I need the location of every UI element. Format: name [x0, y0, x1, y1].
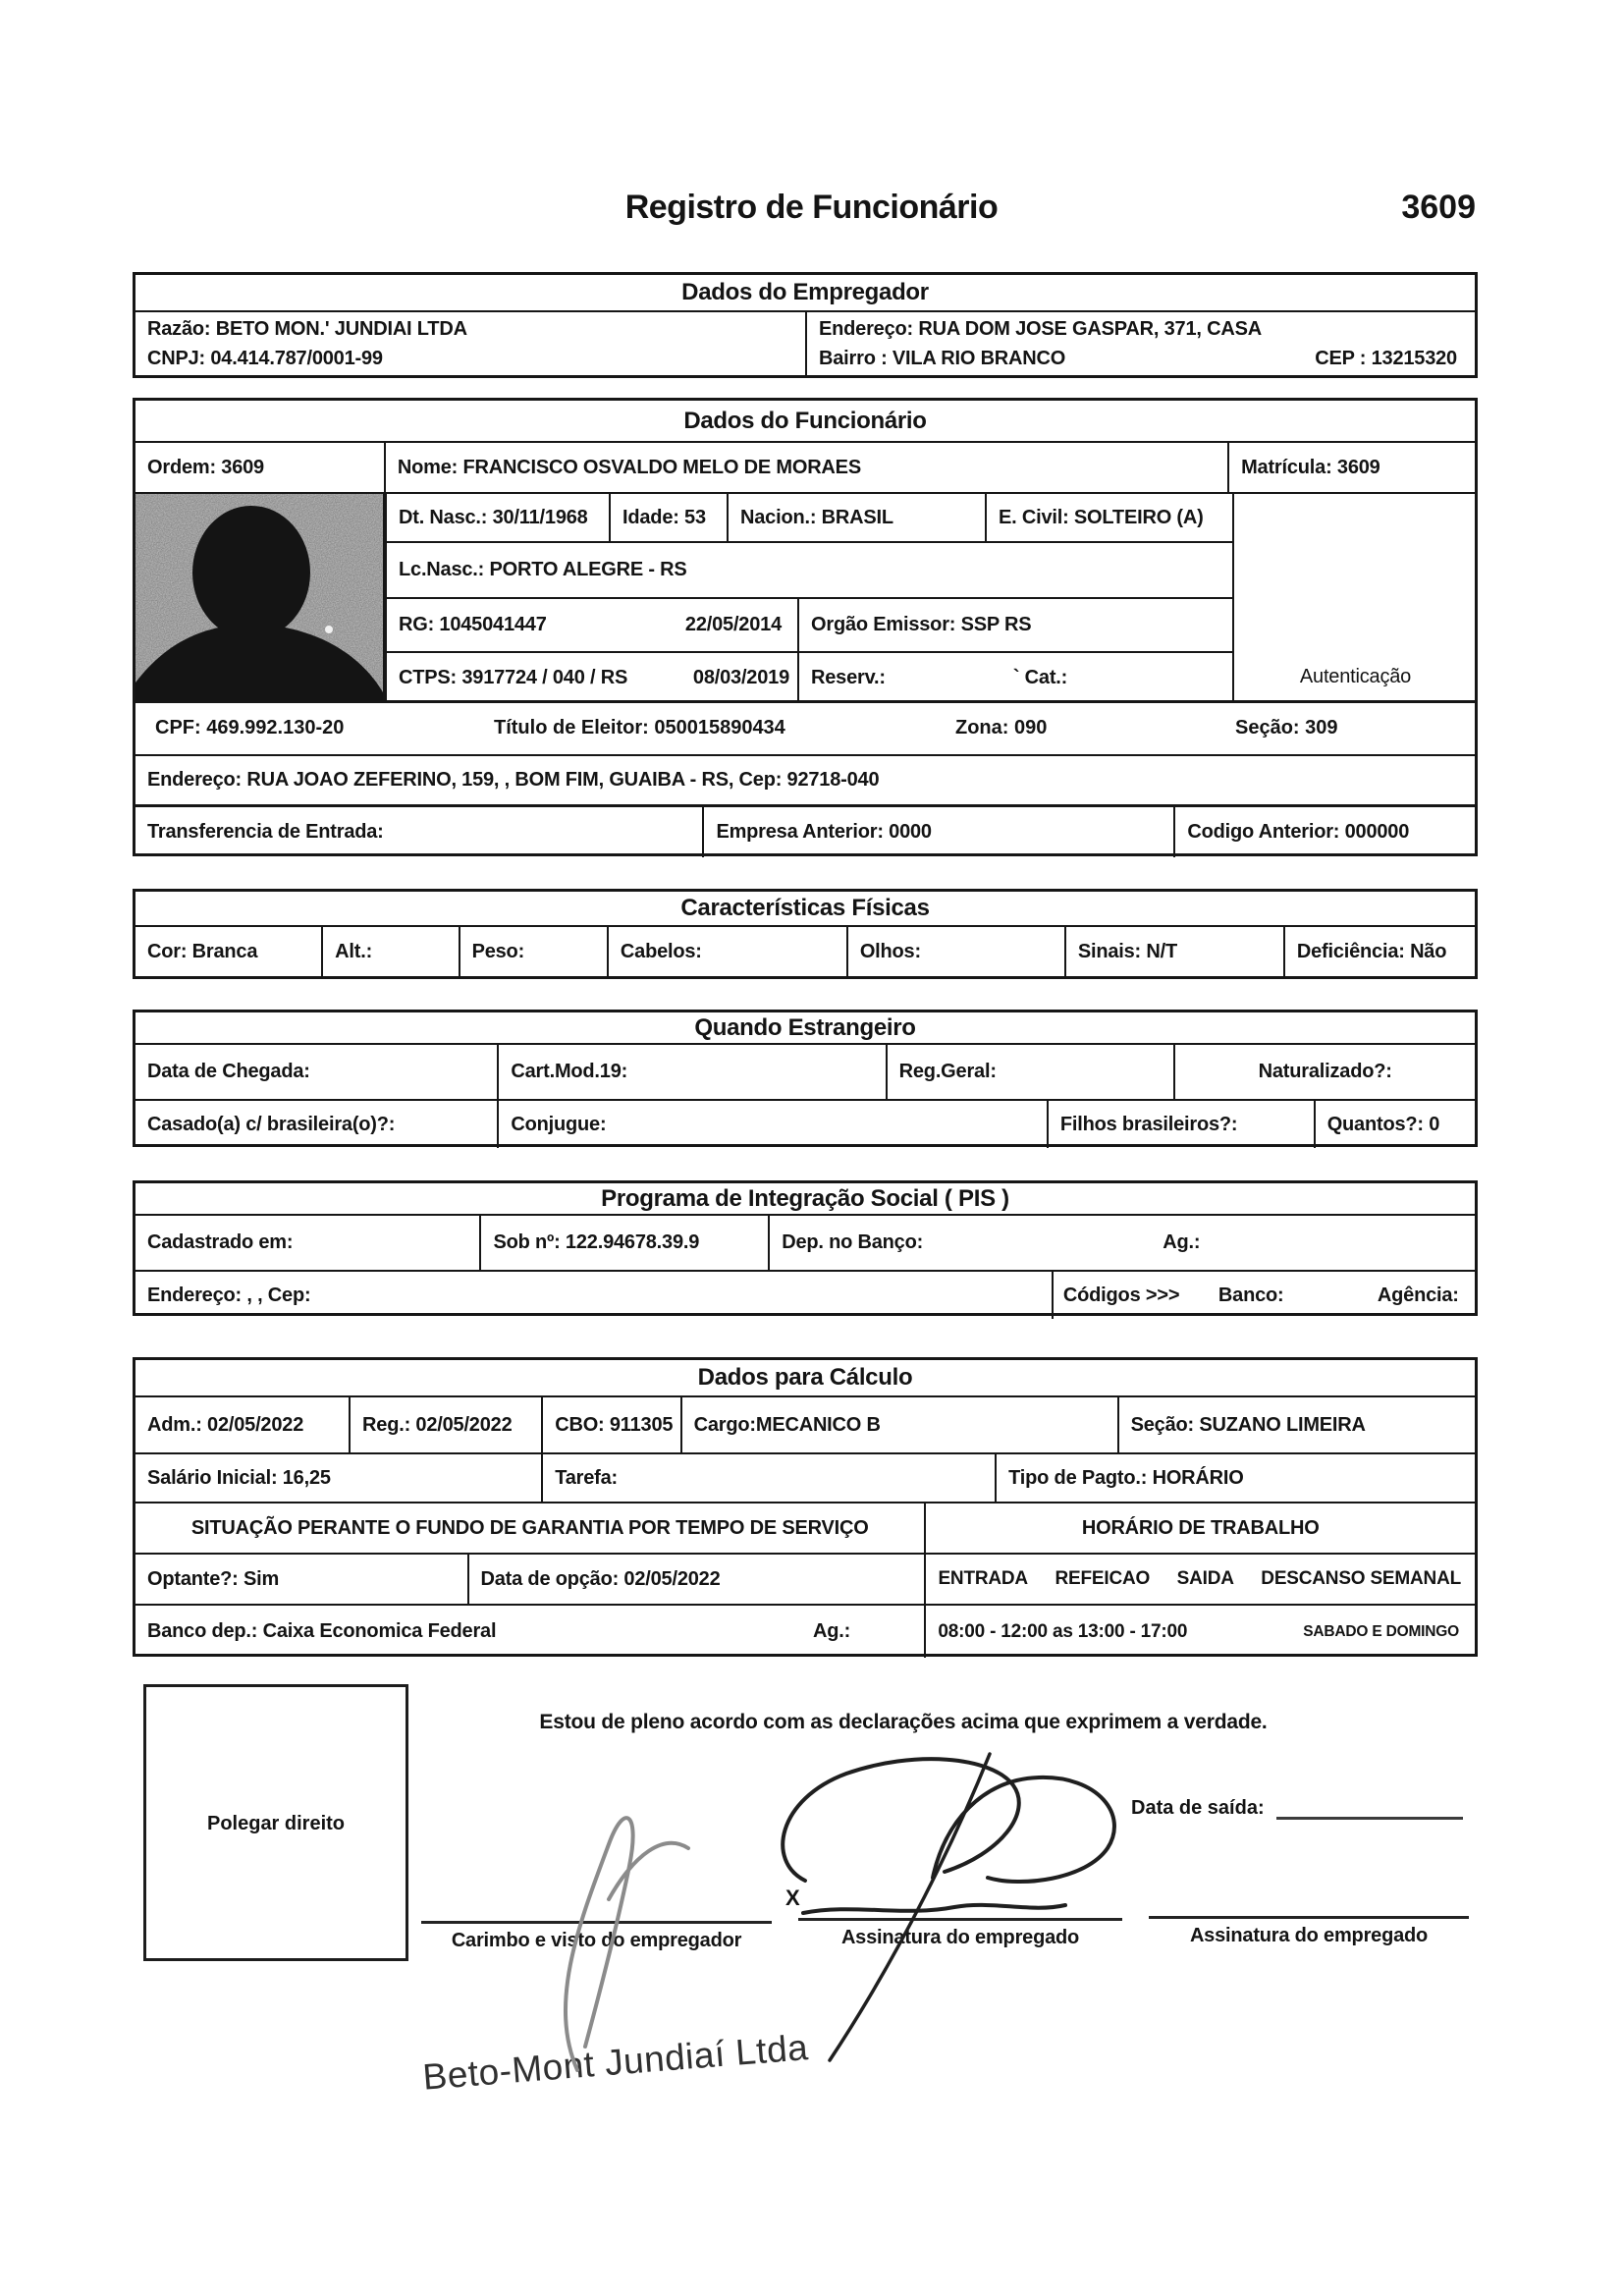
rg-date: 22/05/2014	[684, 614, 782, 635]
field-reg-geral: Reg.Geral:	[886, 1045, 1174, 1099]
banco-label: Banco:	[1217, 1284, 1284, 1306]
ctps-number: CTPS: 3917724 / 040 / RS	[399, 666, 628, 688]
reserv-label: Reserv.:	[811, 666, 886, 688]
field-cadastrado-em: Cadastrado em:	[147, 1231, 294, 1253]
section-calculo-title: Dados para Cálculo	[135, 1360, 1475, 1397]
field-endereco-funcionario: Endereço: RUA JOAO ZEFERINO, 159, , BOM FIM, GUAIBA - RS, Cep: 92718-040	[147, 769, 880, 791]
signature-x-mark: X	[785, 1886, 800, 1910]
field-transferencia: Transferencia de Entrada:	[147, 821, 384, 843]
field-cbo: CBO: 911305	[541, 1397, 679, 1452]
field-matricula: Matrícula: 3609	[1227, 443, 1475, 492]
header-saida: SAIDA	[1176, 1568, 1234, 1589]
field-secao-trabalho: Seção: SUZANO LIMEIRA	[1117, 1397, 1475, 1452]
employer-visto-signature	[566, 1818, 688, 2070]
field-nome: Nome: FRANCISCO OSVALDO MELO DE MORAES	[384, 443, 1227, 492]
field-deficiencia: Deficiência: Não	[1283, 927, 1475, 976]
header-entrada: ENTRADA	[938, 1568, 1028, 1589]
field-olhos: Olhos:	[846, 927, 1064, 976]
employee-signature-label-2: Assinatura do empregado	[1189, 1925, 1429, 1946]
field-secao-eleitoral: Seção: 309	[1235, 717, 1338, 738]
field-peso: Peso:	[459, 927, 607, 976]
cat-label: ` Cat.:	[1012, 666, 1068, 688]
field-codigo-anterior: Codigo Anterior: 000000	[1173, 807, 1475, 857]
field-filhos-brasileiros: Filhos brasileiros?:	[1047, 1101, 1314, 1148]
field-endereco-empregador: Endereço: RUA DOM JOSE GASPAR, 371, CASA	[819, 318, 1262, 341]
rg-number: RG: 1045041447	[399, 614, 547, 635]
field-naturalizado: Naturalizado?:	[1173, 1045, 1475, 1099]
field-titulo-eleitor: Título de Eleitor: 050015890434	[494, 717, 785, 738]
field-cnpj: CNPJ: 04.414.787/0001-99	[147, 347, 383, 369]
field-autenticacao: Autenticação	[1232, 494, 1477, 702]
field-data-opcao: Data de opção: 02/05/2022	[467, 1555, 925, 1604]
field-idade: Idade: 53	[609, 494, 727, 541]
field-cart-mod: Cart.Mod.19:	[497, 1045, 885, 1099]
dep-banco-label: Dep. no Banço:	[782, 1231, 924, 1253]
employee-signature-label-1: Assinatura do empregado	[840, 1927, 1080, 1948]
banco-dep-label: Banco dep.: Caixa Economica Federal	[147, 1620, 497, 1642]
field-cpf: CPF: 469.992.130-20	[155, 717, 345, 738]
field-alt: Alt.:	[321, 927, 458, 976]
section-caracteristicas-title: Características Físicas	[135, 892, 1475, 927]
company-stamp: Beto-Mont Jundiaí Ltda	[421, 2027, 810, 2098]
ctps-date: 08/03/2019	[692, 666, 789, 688]
field-reg: Reg.: 02/05/2022	[349, 1397, 541, 1452]
field-pis-endereco: Endereço: , , Cep:	[147, 1284, 311, 1306]
header-refeicao: REFEICAO	[1055, 1568, 1151, 1589]
field-conjugue: Conjugue:	[497, 1101, 1047, 1148]
section-estrangeiro-title: Quando Estrangeiro	[135, 1012, 1475, 1045]
exit-date-label: Data de saída:	[1131, 1797, 1265, 1819]
field-tipo-pagto: Tipo de Pagto.: HORÁRIO	[995, 1454, 1475, 1502]
form-number: 3609	[1401, 189, 1476, 226]
section-empregador-title: Dados do Empregador	[135, 275, 1475, 312]
field-estado-civil: E. Civil: SOLTEIRO (A)	[985, 494, 1232, 541]
fgts-title: SITUAÇÃO PERANTE O FUNDO DE GARANTIA POR TEMPO DE SERVIÇO	[190, 1516, 869, 1539]
field-optante: Optante?: Sim	[147, 1567, 280, 1590]
field-razao: Razão: BETO MON.' JUNDIAI LTDA	[147, 318, 467, 341]
horario-horas: 08:00 - 12:00 as 13:00 - 17:00	[938, 1620, 1188, 1642]
banco-ag-label: Ag.:	[813, 1620, 851, 1642]
codigos-label: Códigos >>>	[1062, 1284, 1180, 1306]
agencia-label: Agência:	[1377, 1284, 1459, 1306]
field-salario-inicial: Salário Inicial: 16,25	[147, 1466, 331, 1489]
employer-stamp-label: Carimbo e visto do empregador	[451, 1930, 742, 1951]
field-cep: CEP : 13215320	[1315, 347, 1457, 369]
field-orgao-emissor: Orgão Emissor: SSP RS	[797, 597, 1232, 651]
horario-trabalho-title: HORÁRIO DE TRABALHO	[924, 1503, 1475, 1553]
employee-signature	[783, 1754, 1114, 2060]
pis-ag-label: Ag.:	[1163, 1231, 1201, 1253]
field-sinais: Sinais: N/T	[1064, 927, 1283, 976]
field-bairro: Bairro : VILA RIO BRANCO	[819, 347, 1066, 369]
declaration-text: Estou de pleno acordo com as declarações acima que exprimem a verdade.	[539, 1711, 1268, 1733]
field-cabelos: Cabelos:	[607, 927, 846, 976]
header-descanso: DESCANSO SEMANAL	[1261, 1568, 1462, 1589]
field-data-chegada: Data de Chegada:	[147, 1061, 310, 1082]
field-cargo: Cargo:MECANICO B	[680, 1397, 1117, 1452]
field-zona: Zona: 090	[955, 717, 1048, 738]
field-empresa-anterior: Empresa Anterior: 0000	[702, 807, 1173, 857]
field-tarefa: Tarefa:	[541, 1454, 995, 1502]
field-sob-no: Sob nº: 122.94678.39.9	[479, 1216, 768, 1270]
field-casado-brasileira: Casado(a) c/ brasileira(o)?:	[147, 1113, 396, 1135]
field-ordem: Ordem: 3609	[147, 456, 264, 478]
descanso-valor: SABADO E DOMINGO	[1303, 1622, 1459, 1640]
field-quantos: Quantos?: 0	[1314, 1101, 1475, 1148]
field-lc-nasc: Lc.Nasc.: PORTO ALEGRE - RS	[385, 541, 1232, 597]
field-adm: Adm.: 02/05/2022	[147, 1413, 304, 1436]
field-cor: Cor: Branca	[147, 940, 258, 962]
field-nacion: Nacion.: BRASIL	[727, 494, 985, 541]
section-funcionario-title: Dados do Funcionário	[135, 401, 1475, 443]
page-title: Registro de Funcionário	[624, 189, 999, 226]
field-dt-nasc: Dt. Nasc.: 30/11/1968	[385, 494, 609, 541]
thumbprint-label: Polegar direito	[206, 1813, 346, 1834]
section-pis-title: Programa de Integração Social ( PIS )	[135, 1183, 1475, 1216]
